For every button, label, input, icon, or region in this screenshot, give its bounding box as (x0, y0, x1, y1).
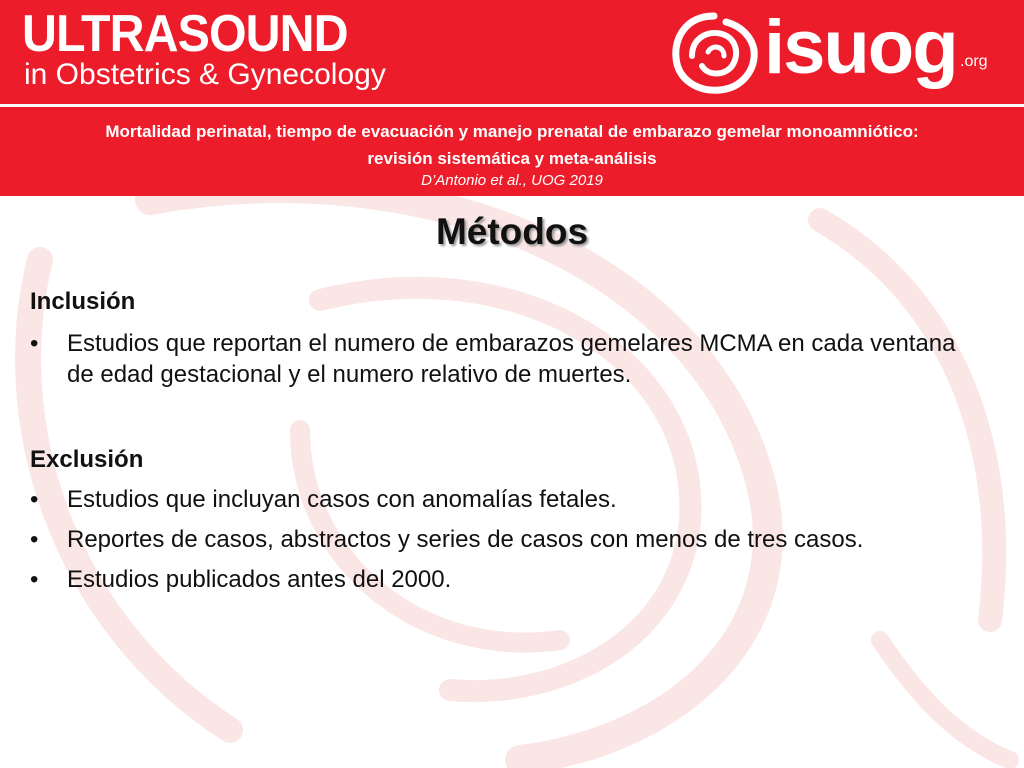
journal-subtitle: in Obstetrics & Gynecology (24, 58, 386, 91)
isuog-logo-text: isuog (764, 5, 957, 90)
bullet-icon: • (30, 330, 39, 357)
inclusion-label: Inclusión (30, 288, 136, 315)
bullet-icon: • (30, 526, 39, 553)
list-item (30, 524, 980, 555)
article-citation: D’Antonio et al., UOG 2019 (421, 172, 603, 189)
slide-content (0, 196, 1024, 768)
list-item (30, 564, 980, 595)
article-title-line-2: revisión sistemática y meta-análisis (367, 149, 657, 168)
list-item-text: Estudios publicados antes del 2000. (67, 566, 452, 593)
isuog-logo-icon (668, 8, 760, 96)
list-item (30, 328, 980, 390)
list-item-text: Estudios que incluyan casos con anomalías fetales. (67, 486, 617, 513)
article-title-line-1: Mortalidad perinatal, tiempo de evacuación y manejo prenatal de embarazo gemelar monoamniótico: (105, 122, 919, 141)
exclusion-label: Exclusión (30, 446, 144, 473)
section-heading: Métodos (435, 211, 589, 252)
list-item-text: Estudios que reportan el numero de embarazos gemelares MCMA en cada ventana de edad gestacional y el numero relativo de muertes. (67, 330, 956, 388)
header-divider (0, 104, 1024, 107)
journal-title: ULTRASOUND (22, 5, 348, 63)
journal-header-banner (0, 0, 1024, 196)
bullet-icon: • (30, 486, 39, 513)
list-item (30, 484, 980, 515)
article-title (0, 118, 1024, 172)
inclusion-list (30, 328, 980, 399)
bullet-icon: • (30, 566, 39, 593)
isuog-logo-suffix: .org (960, 53, 988, 70)
list-item-text: Reportes de casos, abstractos y series de casos con menos de tres casos. (67, 526, 864, 553)
exclusion-list (30, 484, 980, 604)
